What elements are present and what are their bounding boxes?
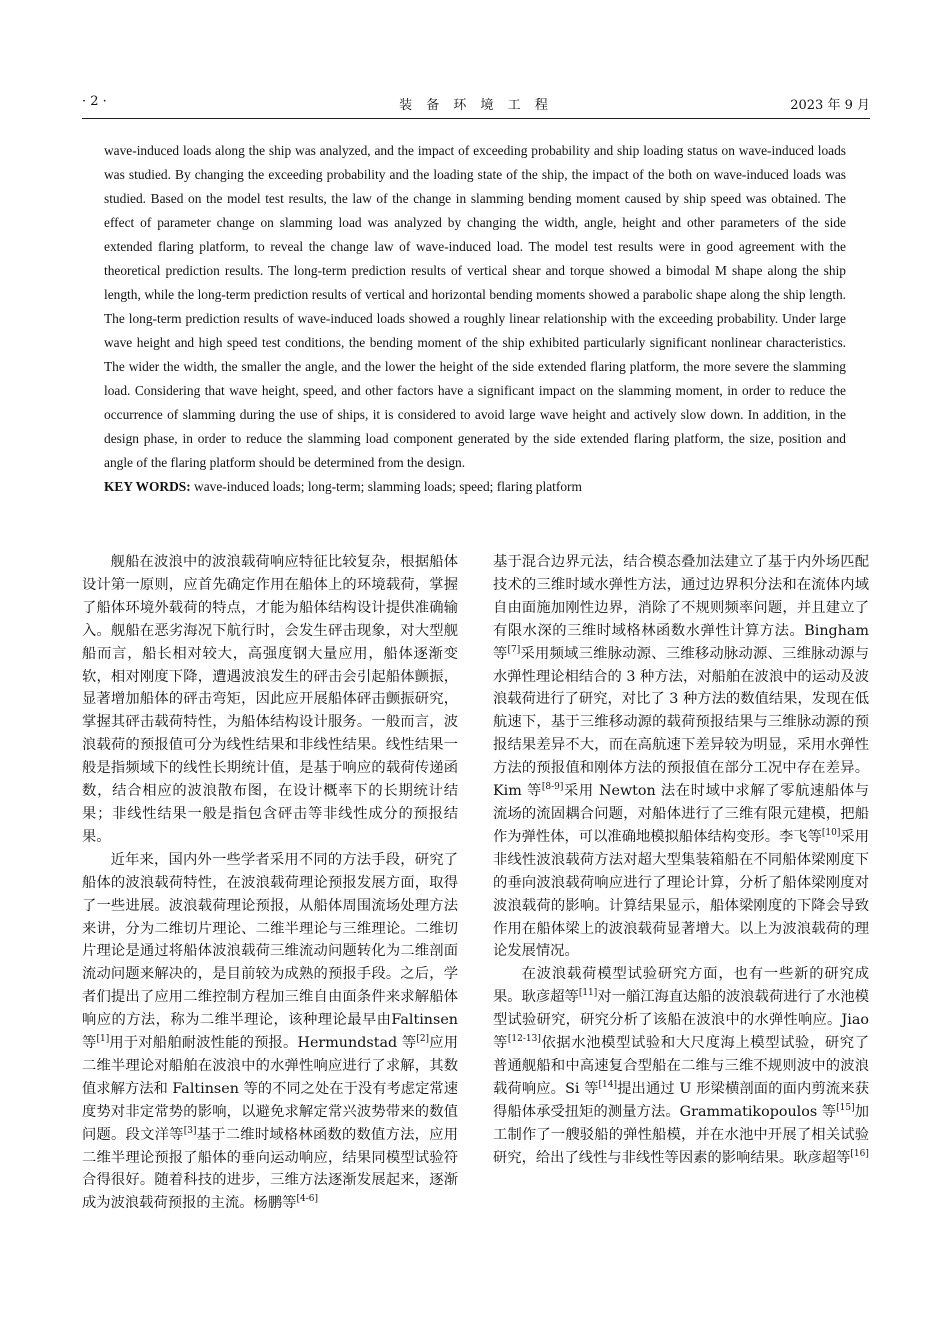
body-column-left bbox=[82, 551, 458, 1215]
text-run: 用于对船舶耐波性能的预报。Hermundstad 等 bbox=[109, 1035, 417, 1052]
text-run: 对一艏江海直达船的波浪载荷进行了水池模型试验研究，研究分析了该船在波浪中的水弹性响应。Jiao 等 bbox=[493, 989, 870, 1052]
text-run: 基于混合边界元法，结合模态叠加法建立了基于内外场匹配技术的三维时域水弹性方法，通过边界积分法和在流体内域自由面施加刚性边界，消除了不规则频率问题，并且建立了有限水深的三维时域格林函数水弹性计算方法。Bingham 等 bbox=[493, 554, 869, 662]
text-run: 在波浪载荷模型试验研究方面，也有一些新的研究成果。耿彦超等 bbox=[493, 966, 869, 1006]
english-abstract bbox=[104, 139, 846, 499]
reference-2: [2] bbox=[416, 1034, 430, 1045]
reference-10: [10] bbox=[821, 828, 841, 839]
paragraph-intro: 舰船在波浪中的波浪载荷响应特征比较复杂，根据船体设计第一原则，应首先确定作用在船体上的环境载荷，掌握了船体环境外载荷的特点，才能为船体结构设计提供准确输入。舰船在恶劣海况下航行时，会发生砰击现象，对大型舰船而言，船长相对较大，高强度钢大量应用，船体逐渐变软，相对刚度下降，遭遇波浪发生的砰击会引起船体颤振，显著增加船体的砰击弯矩，因此应开展船体砰击颤振研究，掌握其砰击载荷特性，为船体结构设计服务。一般而言，波浪载荷的预报值可分为线性结果和非线性结果。线性结果一般是指频域下的线性长期统计值，是基于响应的载荷传递函数，结合相应的波浪散布图，在设计概率下的长期统计结果；非线性结果一般是指包含砰击等非线性成分的预报结果。 bbox=[82, 554, 458, 845]
keywords-label: KEY WORDS: bbox=[104, 479, 191, 494]
body-column-right bbox=[493, 551, 869, 1169]
reference-14: [14] bbox=[598, 1080, 617, 1091]
text-run: 近年来，国内外一些学者采用不同的方法手段，研究了船体的波浪载荷特性，在波浪载荷理论预报发展方面，取得了一些进展。波浪载荷理论预报，从船体周围流场处理方法来讲，分为二维切片理论、二维半理论与三维理论。二维切片理论是通过将船体波浪载荷三维流动问题转化为二维剖面流动问题来解决的，是目前较为成熟的预报手段。之后，学者们提出了应用二维控制方程加三维自由面条件来求解船体响应的方法，称为二维半理论，该种理论最早由Faltinsen 等 bbox=[82, 851, 458, 1052]
reference-15: [15] bbox=[836, 1102, 855, 1113]
text-run: 采用频域三维脉动源、三维移动脉动源、三维脉动源与水弹性理论相结合的 3 种方法，对船舶在波浪中的运动及波浪载荷进行了研究，对比了 3 种方法的数值结果，发现在低航速下，基于三维移动源的载荷预报结果与三维脉动源的预报结果差异不大，而在高航速下差异较为明显，采用水弹性方法的预报值和刚体方法的预报值在部分工况中存在差异。Kim 等 bbox=[493, 645, 869, 800]
paragraph-model-tests bbox=[493, 963, 869, 1169]
reference-12: [12-13] bbox=[507, 1034, 541, 1045]
text-run: 采用非线性波浪载荷方法对超大型集装箱船在不同船体梁刚度下的垂向波浪载荷响应进行了理论计算，分析了船体梁刚度对波浪载荷的影响。计算结果显示，船体梁刚度的下降会导致作用在船体梁上的波浪载荷显著增大。以上为波浪载荷的理论发展情况。 bbox=[493, 828, 870, 960]
reference-7: [7] bbox=[507, 644, 521, 655]
text-run: 应用二维半理论对船舶在波浪中的水弹性响应进行了求解，其数值求解方法和 Faltinsen 等的不同之处在于没有考虑定常速度势对非定常势的影响，以避免求解定常兴波势带来的数值问题。段文洋等 bbox=[82, 1035, 458, 1143]
page-number: · 2 · bbox=[82, 94, 107, 109]
reference-16: [16] bbox=[850, 1148, 869, 1159]
reference-4: [4-6] bbox=[296, 1194, 318, 1205]
reference-1: [1] bbox=[96, 1034, 110, 1045]
keywords-list: wave-induced loads; long-term; slamming loads; speed; flaring platform bbox=[194, 479, 582, 494]
reference-8: [8-9] bbox=[541, 782, 564, 793]
text-run: 加工制作了一艘驳船的弹性船模，并在水池中开展了相关试验研究，给出了线性与非线性等因素的影响结果。耿彦超等 bbox=[493, 1103, 869, 1166]
paragraph-theory-continued bbox=[493, 551, 869, 963]
journal-name: 装 备 环 境 工 程 bbox=[399, 98, 553, 113]
paragraph-theory bbox=[82, 849, 458, 1216]
text-run: 依据水池模型试验和大尺度海上模型试验，研究了普通舰船和中高速复合型船在二维与三维不规则波中的波浪载荷响应。Si 等 bbox=[493, 1035, 870, 1097]
text-run: 基于二维时域格林函数的数值方法，应用二维半理论预报了船体的垂向运动响应，结果同模型试验符合得很好。随着科技的进步，三维方法逐渐发展起来，逐渐成为波浪载荷预报的主流。杨鹏等 bbox=[82, 1126, 459, 1212]
keywords-line bbox=[104, 475, 846, 499]
running-header bbox=[82, 92, 870, 119]
text-run: 提出通过 U 形梁横剖面的面内剪流来获得船体承受扭矩的测量方法。Grammatikopoulos 等 bbox=[493, 1080, 869, 1120]
issue-date: 2023 年 9 月 bbox=[790, 98, 870, 113]
reference-3: [3] bbox=[183, 1125, 197, 1136]
abstract-text: wave-induced loads along the ship was analyzed, and the impact of exceeding probability and ship loading status on wave-induced loads was studied. By changing the exceeding probability and the loading state of the ship, the impact of the both on wave-induced loads was studied. Based on the model test results, the law of the change in slamming bending moment caused by ship speed was obtained. The effect of parameter change on slamming load was analyzed by changing the width, angle, height and other parameters of the side extended flaring platform, to reveal the change law of wave-induced load. The model test results were in good agreement with the theoretical prediction results. The long-term prediction results of vertical shear and torque showed a bimodal M shape along the ship length, while the long-term prediction results of vertical and horizontal bending moments showed a parabolic shape along the ship length. The long-term prediction results of wave-induced loads showed a roughly linear relationship with the exceeding probability. Under large wave height and high speed test conditions, the bending moment of the ship exhibited particularly significant nonlinear characteristics. The wider the width, the smaller the angle, and the lower the height of the side extended flaring platform, the more severe the slamming load. Considering that wave height, speed, and other factors have a significant impact on the slamming moment, in order to reduce the occurrence of slamming during the use of ships, it is considered to avoid large wave height and actively slow down. In addition, in the design phase, in order to reduce the slamming load component generated by the side extended flaring platform, the size, position and angle of the flaring platform should be determined from the design. bbox=[104, 143, 846, 470]
text-run: 采用 Newton 法在时域中求解了零航速船体与流场的流固耦合问题，对船体进行了三维有限元建模，把船作为弹性体，可以准确地模拟船体结构变形。李飞等 bbox=[493, 783, 869, 845]
reference-11: [11] bbox=[578, 988, 598, 999]
